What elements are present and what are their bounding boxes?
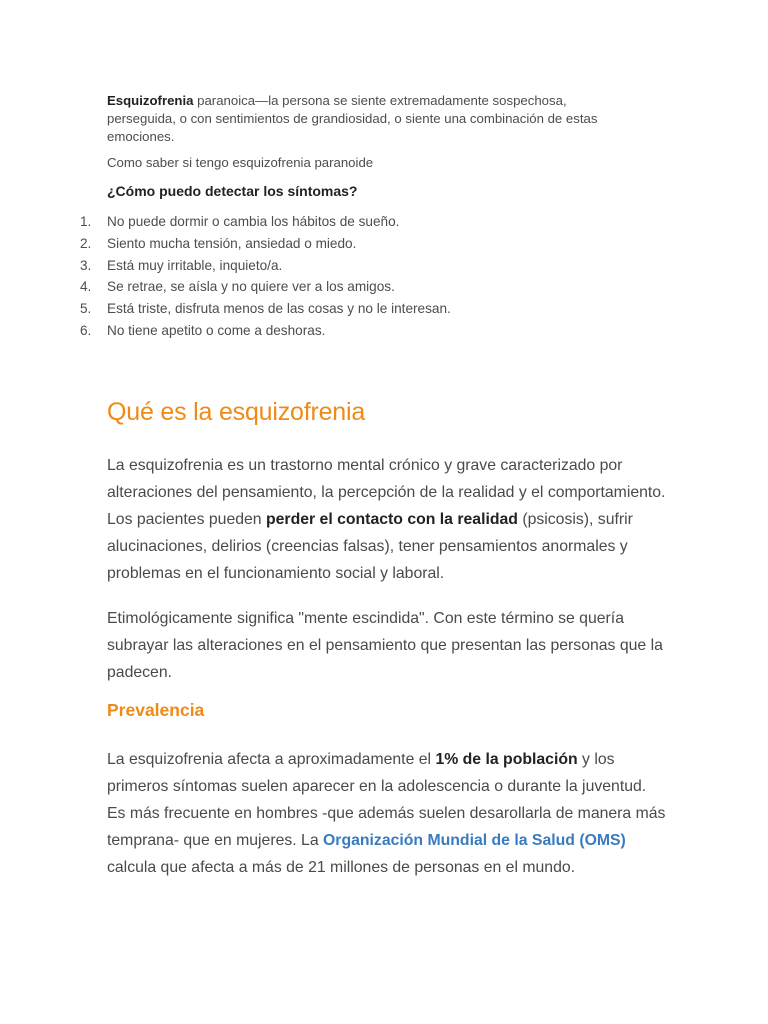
- list-item-text: Se retrae, se aísla y no quiere ver a los amigos.: [107, 279, 395, 295]
- list-item-number: 6.: [80, 322, 92, 338]
- list-item-number: 4.: [80, 279, 92, 295]
- list-item-number: 1.: [80, 214, 92, 229]
- list-item-text: Siento mucha tensión, ansiedad o miedo.: [107, 235, 357, 251]
- intro-term: Esquizofrenia: [107, 93, 194, 108]
- how-to-text: Como saber si tengo esquizofrenia paranoide: [107, 155, 374, 170]
- prevalence-bold-text: 1% de la población: [435, 751, 578, 768]
- prevalence-text-end: calcula que afecta a más de 21 millones de personas en el mundo.: [107, 859, 576, 876]
- detect-heading: ¿Cómo puedo detectar los síntomas?: [107, 183, 358, 199]
- prevalence-paragraph: [107, 746, 667, 881]
- list-item: [80, 298, 451, 320]
- list-item: [80, 211, 451, 233]
- list-item: [80, 233, 451, 255]
- definition-text-end: (psicosis), sufrir alucinaciones, delirios (creencias falsas), tener pensamientos anormales y problemas en el funcionamiento social y laboral.: [107, 511, 633, 582]
- oms-link[interactable]: Organización Mundial de la Salud (OMS): [323, 832, 626, 849]
- intro-description: paranoica—la persona se siente extremadamente sospechosa, perseguida, o con sentimientos de grandiosidad, o siente una combinación de estas emociones.: [107, 93, 598, 144]
- list-item: [80, 255, 451, 277]
- list-item-number: 5.: [80, 301, 92, 317]
- list-item: [80, 320, 451, 342]
- definition-text-start: La esquizofrenia es un trastorno mental crónico y grave caracterizado por alteraciones del pensamiento, la percepción de la realidad y el comportamiento. Los pacientes pueden: [107, 457, 666, 528]
- list-item-text: No tiene apetito o come a deshoras.: [107, 322, 326, 338]
- list-item-text: Está muy irritable, inquieto/a.: [107, 257, 283, 273]
- list-item-number: 3.: [80, 257, 92, 273]
- list-item-text: No puede dormir o cambia los hábitos de sueño.: [107, 214, 400, 229]
- symptom-list: [80, 211, 451, 342]
- prevalence-text-start: La esquizofrenia afecta a aproximadamente el: [107, 751, 436, 768]
- definition-paragraph: [107, 452, 667, 587]
- etymology-paragraph: Etimológicamente significa "mente escindida". Con este término se quería subrayar las alteraciones en el pensamiento que presentan las personas que la padecen.: [107, 610, 663, 681]
- list-item: [80, 276, 451, 298]
- list-item-text: Está triste, disfruta menos de las cosas y no le interesan.: [107, 301, 451, 317]
- intro-paragraph: [107, 92, 627, 146]
- main-heading: Qué es la esquizofrenia: [107, 398, 366, 426]
- prevalence-heading: Prevalencia: [107, 700, 205, 720]
- prevalence-text-middle: y los primeros síntomas suelen aparecer en la adolescencia o durante la juventud. Es más frecuente en hombres -que además suelen desarollarla de manera más temprana- que en mujeres. La: [107, 751, 666, 849]
- list-item-number: 2.: [80, 235, 92, 251]
- definition-bold-text: perder el contacto con la realidad: [265, 511, 518, 528]
